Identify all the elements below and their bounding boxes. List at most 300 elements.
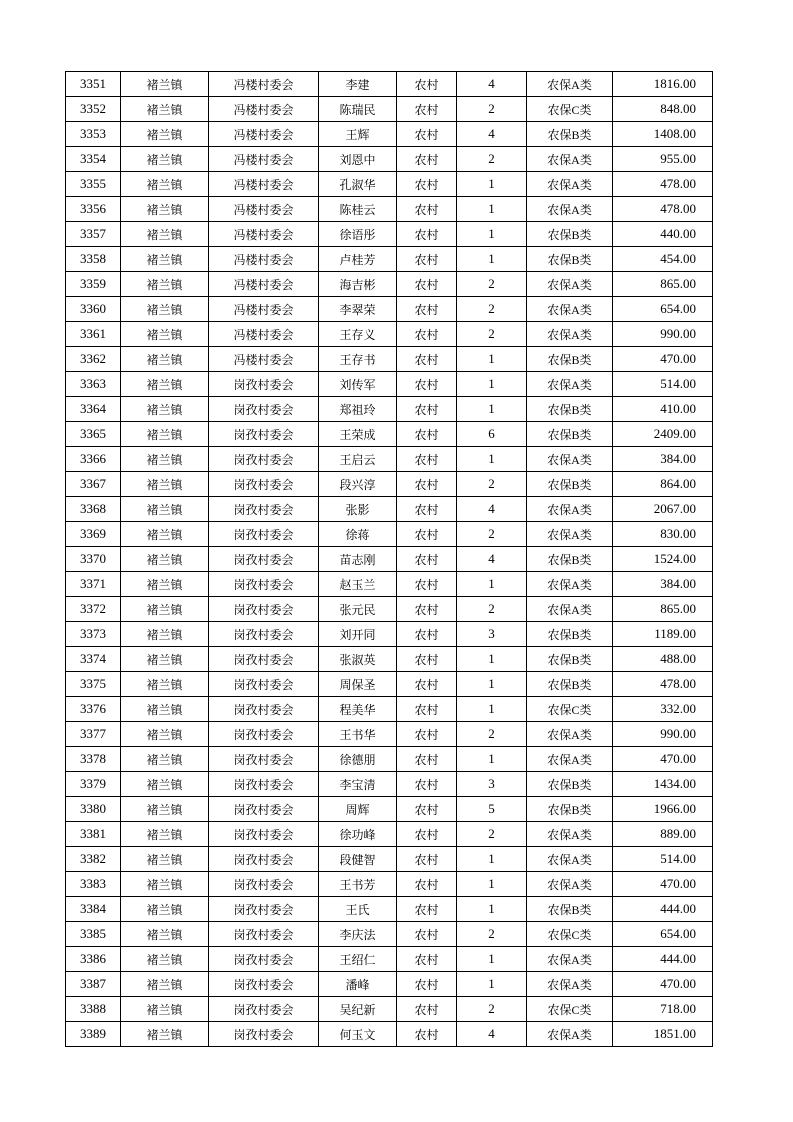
cell-type: 农村 (397, 122, 457, 147)
cell-village: 冯楼村委会 (209, 247, 319, 272)
cell-amount: 654.00 (613, 922, 713, 947)
cell-town: 褚兰镇 (121, 447, 209, 472)
cell-town: 褚兰镇 (121, 72, 209, 97)
cell-count: 2 (457, 322, 527, 347)
cell-amount: 990.00 (613, 722, 713, 747)
cell-name: 王存书 (319, 347, 397, 372)
cell-type: 农村 (397, 847, 457, 872)
cell-name: 徐语彤 (319, 222, 397, 247)
cell-count: 4 (457, 72, 527, 97)
cell-amount: 1816.00 (613, 72, 713, 97)
table-row (66, 972, 713, 997)
cell-amount: 470.00 (613, 347, 713, 372)
cell-town: 褚兰镇 (121, 547, 209, 572)
cell-category: 农保B类 (527, 347, 613, 372)
cell-serial: 3359 (66, 272, 121, 297)
cell-town: 褚兰镇 (121, 947, 209, 972)
cell-type: 农村 (397, 72, 457, 97)
table-row (66, 572, 713, 597)
cell-name: 王氏 (319, 897, 397, 922)
cell-name: 刘开同 (319, 622, 397, 647)
cell-category: 农保A类 (527, 72, 613, 97)
cell-village: 冯楼村委会 (209, 347, 319, 372)
cell-serial: 3388 (66, 997, 121, 1022)
table-row (66, 197, 713, 222)
cell-village: 岗孜村委会 (209, 847, 319, 872)
table-row (66, 722, 713, 747)
cell-category: 农保A类 (527, 872, 613, 897)
cell-village: 岗孜村委会 (209, 997, 319, 1022)
table-row (66, 472, 713, 497)
cell-count: 1 (457, 972, 527, 997)
cell-village: 岗孜村委会 (209, 472, 319, 497)
cell-amount: 470.00 (613, 872, 713, 897)
table-row (66, 172, 713, 197)
table-row (66, 72, 713, 97)
cell-type: 农村 (397, 497, 457, 522)
cell-village: 岗孜村委会 (209, 622, 319, 647)
cell-village: 岗孜村委会 (209, 397, 319, 422)
cell-type: 农村 (397, 597, 457, 622)
cell-count: 1 (457, 397, 527, 422)
cell-count: 1 (457, 747, 527, 772)
cell-village: 岗孜村委会 (209, 822, 319, 847)
cell-serial: 3369 (66, 522, 121, 547)
cell-amount: 440.00 (613, 222, 713, 247)
cell-village: 岗孜村委会 (209, 697, 319, 722)
cell-amount: 718.00 (613, 997, 713, 1022)
cell-serial: 3378 (66, 747, 121, 772)
cell-serial: 3362 (66, 347, 121, 372)
cell-type: 农村 (397, 897, 457, 922)
cell-town: 褚兰镇 (121, 597, 209, 622)
table-row (66, 297, 713, 322)
benefits-table (65, 71, 713, 1047)
cell-serial: 3357 (66, 222, 121, 247)
cell-type: 农村 (397, 947, 457, 972)
cell-town: 褚兰镇 (121, 497, 209, 522)
cell-village: 冯楼村委会 (209, 172, 319, 197)
cell-name: 张淑英 (319, 647, 397, 672)
cell-serial: 3379 (66, 772, 121, 797)
cell-town: 褚兰镇 (121, 297, 209, 322)
cell-count: 2 (457, 97, 527, 122)
cell-village: 岗孜村委会 (209, 572, 319, 597)
cell-amount: 478.00 (613, 672, 713, 697)
cell-amount: 1434.00 (613, 772, 713, 797)
cell-category: 农保C类 (527, 97, 613, 122)
cell-name: 卢桂芳 (319, 247, 397, 272)
cell-category: 农保A类 (527, 1022, 613, 1047)
cell-town: 褚兰镇 (121, 997, 209, 1022)
cell-amount: 470.00 (613, 972, 713, 997)
cell-village: 岗孜村委会 (209, 972, 319, 997)
cell-category: 农保B类 (527, 422, 613, 447)
cell-count: 1 (457, 872, 527, 897)
table-sheet (65, 71, 713, 1047)
cell-category: 农保A类 (527, 722, 613, 747)
cell-category: 农保A类 (527, 572, 613, 597)
cell-category: 农保B类 (527, 672, 613, 697)
cell-count: 2 (457, 522, 527, 547)
cell-village: 岗孜村委会 (209, 547, 319, 572)
table-row (66, 147, 713, 172)
cell-count: 1 (457, 447, 527, 472)
cell-name: 周辉 (319, 797, 397, 822)
cell-village: 岗孜村委会 (209, 647, 319, 672)
cell-name: 赵玉兰 (319, 572, 397, 597)
cell-name: 王书华 (319, 722, 397, 747)
cell-serial: 3371 (66, 572, 121, 597)
cell-type: 农村 (397, 322, 457, 347)
cell-serial: 3372 (66, 597, 121, 622)
cell-town: 褚兰镇 (121, 897, 209, 922)
cell-category: 农保A类 (527, 447, 613, 472)
cell-village: 冯楼村委会 (209, 197, 319, 222)
cell-count: 2 (457, 922, 527, 947)
cell-town: 褚兰镇 (121, 322, 209, 347)
cell-town: 褚兰镇 (121, 122, 209, 147)
cell-type: 农村 (397, 397, 457, 422)
cell-type: 农村 (397, 272, 457, 297)
cell-amount: 444.00 (613, 947, 713, 972)
cell-amount: 1189.00 (613, 622, 713, 647)
cell-serial: 3385 (66, 922, 121, 947)
cell-amount: 410.00 (613, 397, 713, 422)
cell-amount: 865.00 (613, 597, 713, 622)
cell-serial: 3351 (66, 72, 121, 97)
cell-count: 2 (457, 472, 527, 497)
cell-category: 农保A类 (527, 522, 613, 547)
cell-name: 潘峰 (319, 972, 397, 997)
cell-town: 褚兰镇 (121, 422, 209, 447)
cell-category: 农保B类 (527, 547, 613, 572)
cell-serial: 3368 (66, 497, 121, 522)
cell-count: 1 (457, 572, 527, 597)
cell-serial: 3363 (66, 372, 121, 397)
cell-count: 1 (457, 347, 527, 372)
cell-amount: 478.00 (613, 172, 713, 197)
cell-category: 农保A类 (527, 322, 613, 347)
cell-count: 4 (457, 547, 527, 572)
table-row (66, 447, 713, 472)
cell-count: 1 (457, 372, 527, 397)
table-row (66, 322, 713, 347)
cell-amount: 384.00 (613, 572, 713, 597)
cell-serial: 3370 (66, 547, 121, 572)
cell-village: 岗孜村委会 (209, 947, 319, 972)
cell-amount: 2067.00 (613, 497, 713, 522)
cell-amount: 444.00 (613, 897, 713, 922)
cell-count: 2 (457, 297, 527, 322)
cell-town: 褚兰镇 (121, 372, 209, 397)
cell-village: 冯楼村委会 (209, 297, 319, 322)
cell-count: 6 (457, 422, 527, 447)
cell-village: 岗孜村委会 (209, 672, 319, 697)
cell-count: 4 (457, 1022, 527, 1047)
cell-serial: 3387 (66, 972, 121, 997)
cell-name: 王辉 (319, 122, 397, 147)
cell-name: 李建 (319, 72, 397, 97)
cell-town: 褚兰镇 (121, 247, 209, 272)
table-row (66, 672, 713, 697)
table-row (66, 622, 713, 647)
cell-name: 李庆法 (319, 922, 397, 947)
cell-category: 农保C类 (527, 697, 613, 722)
table-row (66, 647, 713, 672)
cell-town: 褚兰镇 (121, 872, 209, 897)
cell-type: 农村 (397, 172, 457, 197)
cell-type: 农村 (397, 622, 457, 647)
cell-village: 岗孜村委会 (209, 447, 319, 472)
table-row (66, 347, 713, 372)
cell-name: 段兴淳 (319, 472, 397, 497)
cell-name: 徐蒋 (319, 522, 397, 547)
cell-count: 2 (457, 597, 527, 622)
cell-type: 农村 (397, 422, 457, 447)
cell-category: 农保A类 (527, 972, 613, 997)
cell-town: 褚兰镇 (121, 672, 209, 697)
table-row (66, 97, 713, 122)
cell-name: 孔淑华 (319, 172, 397, 197)
cell-village: 岗孜村委会 (209, 1022, 319, 1047)
cell-amount: 1524.00 (613, 547, 713, 572)
cell-name: 张元民 (319, 597, 397, 622)
cell-village: 岗孜村委会 (209, 772, 319, 797)
cell-name: 苗志刚 (319, 547, 397, 572)
cell-serial: 3389 (66, 1022, 121, 1047)
cell-name: 程美华 (319, 697, 397, 722)
table-row (66, 697, 713, 722)
cell-type: 农村 (397, 997, 457, 1022)
cell-category: 农保A类 (527, 272, 613, 297)
cell-serial: 3381 (66, 822, 121, 847)
cell-type: 农村 (397, 247, 457, 272)
table-row (66, 522, 713, 547)
cell-name: 陈瑞民 (319, 97, 397, 122)
cell-category: 农保B类 (527, 797, 613, 822)
cell-name: 李翠荣 (319, 297, 397, 322)
cell-count: 1 (457, 847, 527, 872)
cell-count: 1 (457, 197, 527, 222)
cell-serial: 3364 (66, 397, 121, 422)
cell-category: 农保C类 (527, 922, 613, 947)
cell-category: 农保A类 (527, 172, 613, 197)
cell-amount: 384.00 (613, 447, 713, 472)
cell-count: 1 (457, 697, 527, 722)
cell-type: 农村 (397, 472, 457, 497)
cell-amount: 454.00 (613, 247, 713, 272)
cell-serial: 3365 (66, 422, 121, 447)
table-row (66, 222, 713, 247)
cell-type: 农村 (397, 147, 457, 172)
cell-amount: 488.00 (613, 647, 713, 672)
cell-village: 岗孜村委会 (209, 872, 319, 897)
cell-town: 褚兰镇 (121, 272, 209, 297)
cell-serial: 3354 (66, 147, 121, 172)
cell-name: 张影 (319, 497, 397, 522)
cell-serial: 3361 (66, 322, 121, 347)
cell-serial: 3353 (66, 122, 121, 147)
cell-category: 农保C类 (527, 997, 613, 1022)
cell-type: 农村 (397, 197, 457, 222)
table-row (66, 847, 713, 872)
cell-amount: 332.00 (613, 697, 713, 722)
table-row (66, 272, 713, 297)
cell-category: 农保A类 (527, 947, 613, 972)
cell-type: 农村 (397, 572, 457, 597)
cell-serial: 3367 (66, 472, 121, 497)
cell-category: 农保A类 (527, 747, 613, 772)
cell-name: 陈桂云 (319, 197, 397, 222)
cell-serial: 3360 (66, 297, 121, 322)
cell-town: 褚兰镇 (121, 972, 209, 997)
cell-serial: 3373 (66, 622, 121, 647)
table-row (66, 897, 713, 922)
cell-village: 岗孜村委会 (209, 372, 319, 397)
cell-count: 4 (457, 122, 527, 147)
cell-village: 岗孜村委会 (209, 422, 319, 447)
cell-type: 农村 (397, 647, 457, 672)
cell-count: 1 (457, 672, 527, 697)
cell-village: 岗孜村委会 (209, 497, 319, 522)
cell-town: 褚兰镇 (121, 522, 209, 547)
cell-town: 褚兰镇 (121, 697, 209, 722)
cell-count: 1 (457, 222, 527, 247)
cell-serial: 3358 (66, 247, 121, 272)
cell-category: 农保B类 (527, 772, 613, 797)
table-row (66, 797, 713, 822)
cell-village: 岗孜村委会 (209, 597, 319, 622)
cell-amount: 864.00 (613, 472, 713, 497)
cell-category: 农保B类 (527, 122, 613, 147)
cell-type: 农村 (397, 747, 457, 772)
cell-amount: 1408.00 (613, 122, 713, 147)
cell-type: 农村 (397, 372, 457, 397)
cell-serial: 3355 (66, 172, 121, 197)
cell-count: 3 (457, 772, 527, 797)
cell-name: 何玉文 (319, 1022, 397, 1047)
cell-town: 褚兰镇 (121, 622, 209, 647)
cell-type: 农村 (397, 922, 457, 947)
cell-village: 岗孜村委会 (209, 722, 319, 747)
cell-count: 1 (457, 947, 527, 972)
cell-type: 农村 (397, 872, 457, 897)
cell-name: 刘恩中 (319, 147, 397, 172)
cell-count: 1 (457, 897, 527, 922)
cell-village: 岗孜村委会 (209, 747, 319, 772)
cell-amount: 470.00 (613, 747, 713, 772)
cell-town: 褚兰镇 (121, 772, 209, 797)
cell-village: 岗孜村委会 (209, 897, 319, 922)
cell-count: 3 (457, 622, 527, 647)
cell-amount: 2409.00 (613, 422, 713, 447)
cell-village: 冯楼村委会 (209, 322, 319, 347)
table-row (66, 372, 713, 397)
cell-amount: 1851.00 (613, 1022, 713, 1047)
cell-count: 2 (457, 822, 527, 847)
cell-town: 褚兰镇 (121, 147, 209, 172)
cell-amount: 865.00 (613, 272, 713, 297)
cell-amount: 514.00 (613, 847, 713, 872)
cell-serial: 3377 (66, 722, 121, 747)
cell-amount: 514.00 (613, 372, 713, 397)
cell-category: 农保A类 (527, 497, 613, 522)
cell-category: 农保B类 (527, 472, 613, 497)
cell-village: 岗孜村委会 (209, 522, 319, 547)
cell-count: 1 (457, 647, 527, 672)
cell-town: 褚兰镇 (121, 397, 209, 422)
cell-serial: 3356 (66, 197, 121, 222)
cell-town: 褚兰镇 (121, 222, 209, 247)
cell-category: 农保A类 (527, 597, 613, 622)
cell-count: 2 (457, 147, 527, 172)
cell-serial: 3383 (66, 872, 121, 897)
cell-amount: 990.00 (613, 322, 713, 347)
cell-count: 4 (457, 497, 527, 522)
cell-amount: 848.00 (613, 97, 713, 122)
cell-count: 5 (457, 797, 527, 822)
cell-type: 农村 (397, 772, 457, 797)
cell-name: 王启云 (319, 447, 397, 472)
cell-name: 王绍仁 (319, 947, 397, 972)
cell-category: 农保A类 (527, 197, 613, 222)
cell-count: 2 (457, 272, 527, 297)
cell-town: 褚兰镇 (121, 172, 209, 197)
cell-name: 王存义 (319, 322, 397, 347)
cell-category: 农保B类 (527, 622, 613, 647)
cell-village: 冯楼村委会 (209, 72, 319, 97)
cell-town: 褚兰镇 (121, 97, 209, 122)
table-row (66, 772, 713, 797)
table-row (66, 947, 713, 972)
cell-type: 农村 (397, 697, 457, 722)
table-row (66, 422, 713, 447)
cell-type: 农村 (397, 1022, 457, 1047)
table-row (66, 597, 713, 622)
cell-type: 农村 (397, 547, 457, 572)
cell-serial: 3380 (66, 797, 121, 822)
cell-type: 农村 (397, 347, 457, 372)
cell-town: 褚兰镇 (121, 647, 209, 672)
cell-town: 褚兰镇 (121, 822, 209, 847)
table-body (66, 72, 713, 1047)
cell-amount: 955.00 (613, 147, 713, 172)
cell-category: 农保A类 (527, 297, 613, 322)
cell-name: 王荣成 (319, 422, 397, 447)
cell-amount: 1966.00 (613, 797, 713, 822)
cell-town: 褚兰镇 (121, 1022, 209, 1047)
cell-town: 褚兰镇 (121, 197, 209, 222)
cell-category: 农保A类 (527, 147, 613, 172)
cell-category: 农保A类 (527, 822, 613, 847)
table-row (66, 247, 713, 272)
cell-type: 农村 (397, 972, 457, 997)
cell-type: 农村 (397, 672, 457, 697)
cell-type: 农村 (397, 522, 457, 547)
cell-count: 1 (457, 247, 527, 272)
cell-type: 农村 (397, 722, 457, 747)
cell-serial: 3382 (66, 847, 121, 872)
cell-village: 冯楼村委会 (209, 272, 319, 297)
cell-name: 段健智 (319, 847, 397, 872)
cell-serial: 3375 (66, 672, 121, 697)
cell-village: 岗孜村委会 (209, 922, 319, 947)
table-row (66, 397, 713, 422)
cell-town: 褚兰镇 (121, 722, 209, 747)
table-row (66, 872, 713, 897)
cell-village: 冯楼村委会 (209, 147, 319, 172)
